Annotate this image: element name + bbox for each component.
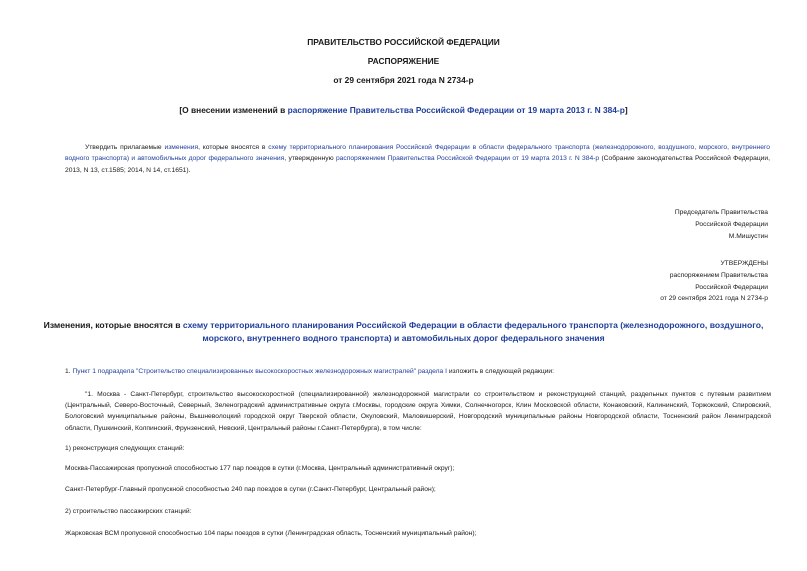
item-1-rest: изложить в следующей редакции: (446, 368, 555, 375)
signature-position: Председатель Правительства (674, 209, 768, 216)
intro-text-1: Утвердить прилагаемые (85, 144, 165, 151)
item-1-number: 1. (65, 368, 73, 375)
intro-link-changes[interactable]: изменения (164, 144, 199, 151)
intro-text-3: , утвержденную (284, 155, 336, 163)
signature-country: Российской Федерации (695, 220, 768, 228)
changes-heading (30, 319, 777, 345)
approval-date: от 29 сентября 2021 года N 2734-р (660, 295, 768, 303)
government-heading: ПРАВИТЕЛЬСТВО РОССИЙСКОЙ ФЕДЕРАЦИИ (307, 37, 500, 47)
approval-country: Российской Федерации (695, 283, 768, 291)
intro-paragraph (65, 142, 770, 176)
list-item-construction: 2) строительство пассажирских станций: (65, 508, 192, 515)
route-paragraph-text: "1. Москва - Санкт-Петербург, строительство высокоскоростной (специализированной) железнодорожной магистрали со строительством и реконструкцией станций, раздельных пунктов с путевым развитием (Центральный, Северо-Восточный, Северный, Зеленоградский административные округа г.Москвы, городские округа Химки, Солнечногорск, Клин Московской области, Конаковский, Калининский, Торжокский, Спировский, Бологовский муниципальные районы, Вышневолоцкий городской округ Тверской области, Окуловский, Маловишерский, Новгородский муниципальные районы Новгородской области, Тосненский район Ленинградской области, Пушкинский, Колпинский, Фрунзенский, Невский, Центральный районы г.Санкт-Петербурга), в том числе: (65, 391, 771, 432)
item-1 (65, 366, 554, 377)
list-item-spb: Санкт-Петербург-Главный пропускной способностью 240 пар поездов в сутки (г.Санкт-Петербург, Центральный район); (65, 486, 436, 493)
document-date-number: от 29 сентября 2021 года N 2734-р (333, 75, 474, 85)
list-item-moscow: Москва-Пассажирская пропускной способностью 177 пар поездов в сутки (г.Москва, Центральный административный округ); (65, 465, 455, 472)
intro-text-2: , которые вносятся в (198, 144, 269, 151)
changes-heading-text: Изменения, которые вносятся в (43, 320, 183, 330)
intro-text-4: (Собрание законодательства Российской Федерации, 2013, N 13, ст.1585; 2014, N 14, ст.1651). (65, 155, 770, 174)
intro-link-order[interactable]: распоряжением Правительства Российской Федерации от 19 марта 2013 г. N 384-р (335, 155, 600, 163)
list-item-zharkovskaya: Жарковская ВСМ пропускной способностью 104 пары поездов в сутки (Ленинградская область, Тосненский муниципальный район); (65, 530, 477, 537)
item-1-link[interactable]: Пункт 1 подраздела "Строительство специализированных высокоскоростных железнодорожных магистралей" раздела I (72, 368, 447, 375)
approval-heading: УТВЕРЖДЕНЫ (720, 260, 768, 267)
title-prefix: [О внесении изменений в (179, 105, 288, 115)
approval-block (660, 258, 768, 305)
title-link[interactable]: распоряжение Правительства Российской Федерации от 19 марта 2013 г. N 384-р (287, 105, 625, 115)
signature-name: М.Мишустин (728, 232, 768, 240)
route-paragraph (65, 389, 771, 434)
intro-link-scheme[interactable]: схему территориального планирования Российской Федерации в области федерального транспорта (железнодорожного, воздушного, морского, внутреннего водного транспорта) и автомобильных дорог федерального значения (65, 144, 770, 163)
approval-by: распоряжением Правительства (669, 271, 768, 279)
title-suffix: ] (624, 105, 628, 115)
signature-block (675, 207, 768, 242)
changes-heading-link[interactable]: схему территориального планирования Российской Федерации в области федерального транспорта (железнодорожного, воздушного, морского, внутреннего водного транспорта) и автомобильных дорог федерального значения (182, 320, 764, 343)
list-item-reconstruction: 1) реконструкция следующих станций: (65, 445, 185, 452)
document-type: РАСПОРЯЖЕНИЕ (367, 56, 440, 66)
document-title (0, 105, 807, 115)
